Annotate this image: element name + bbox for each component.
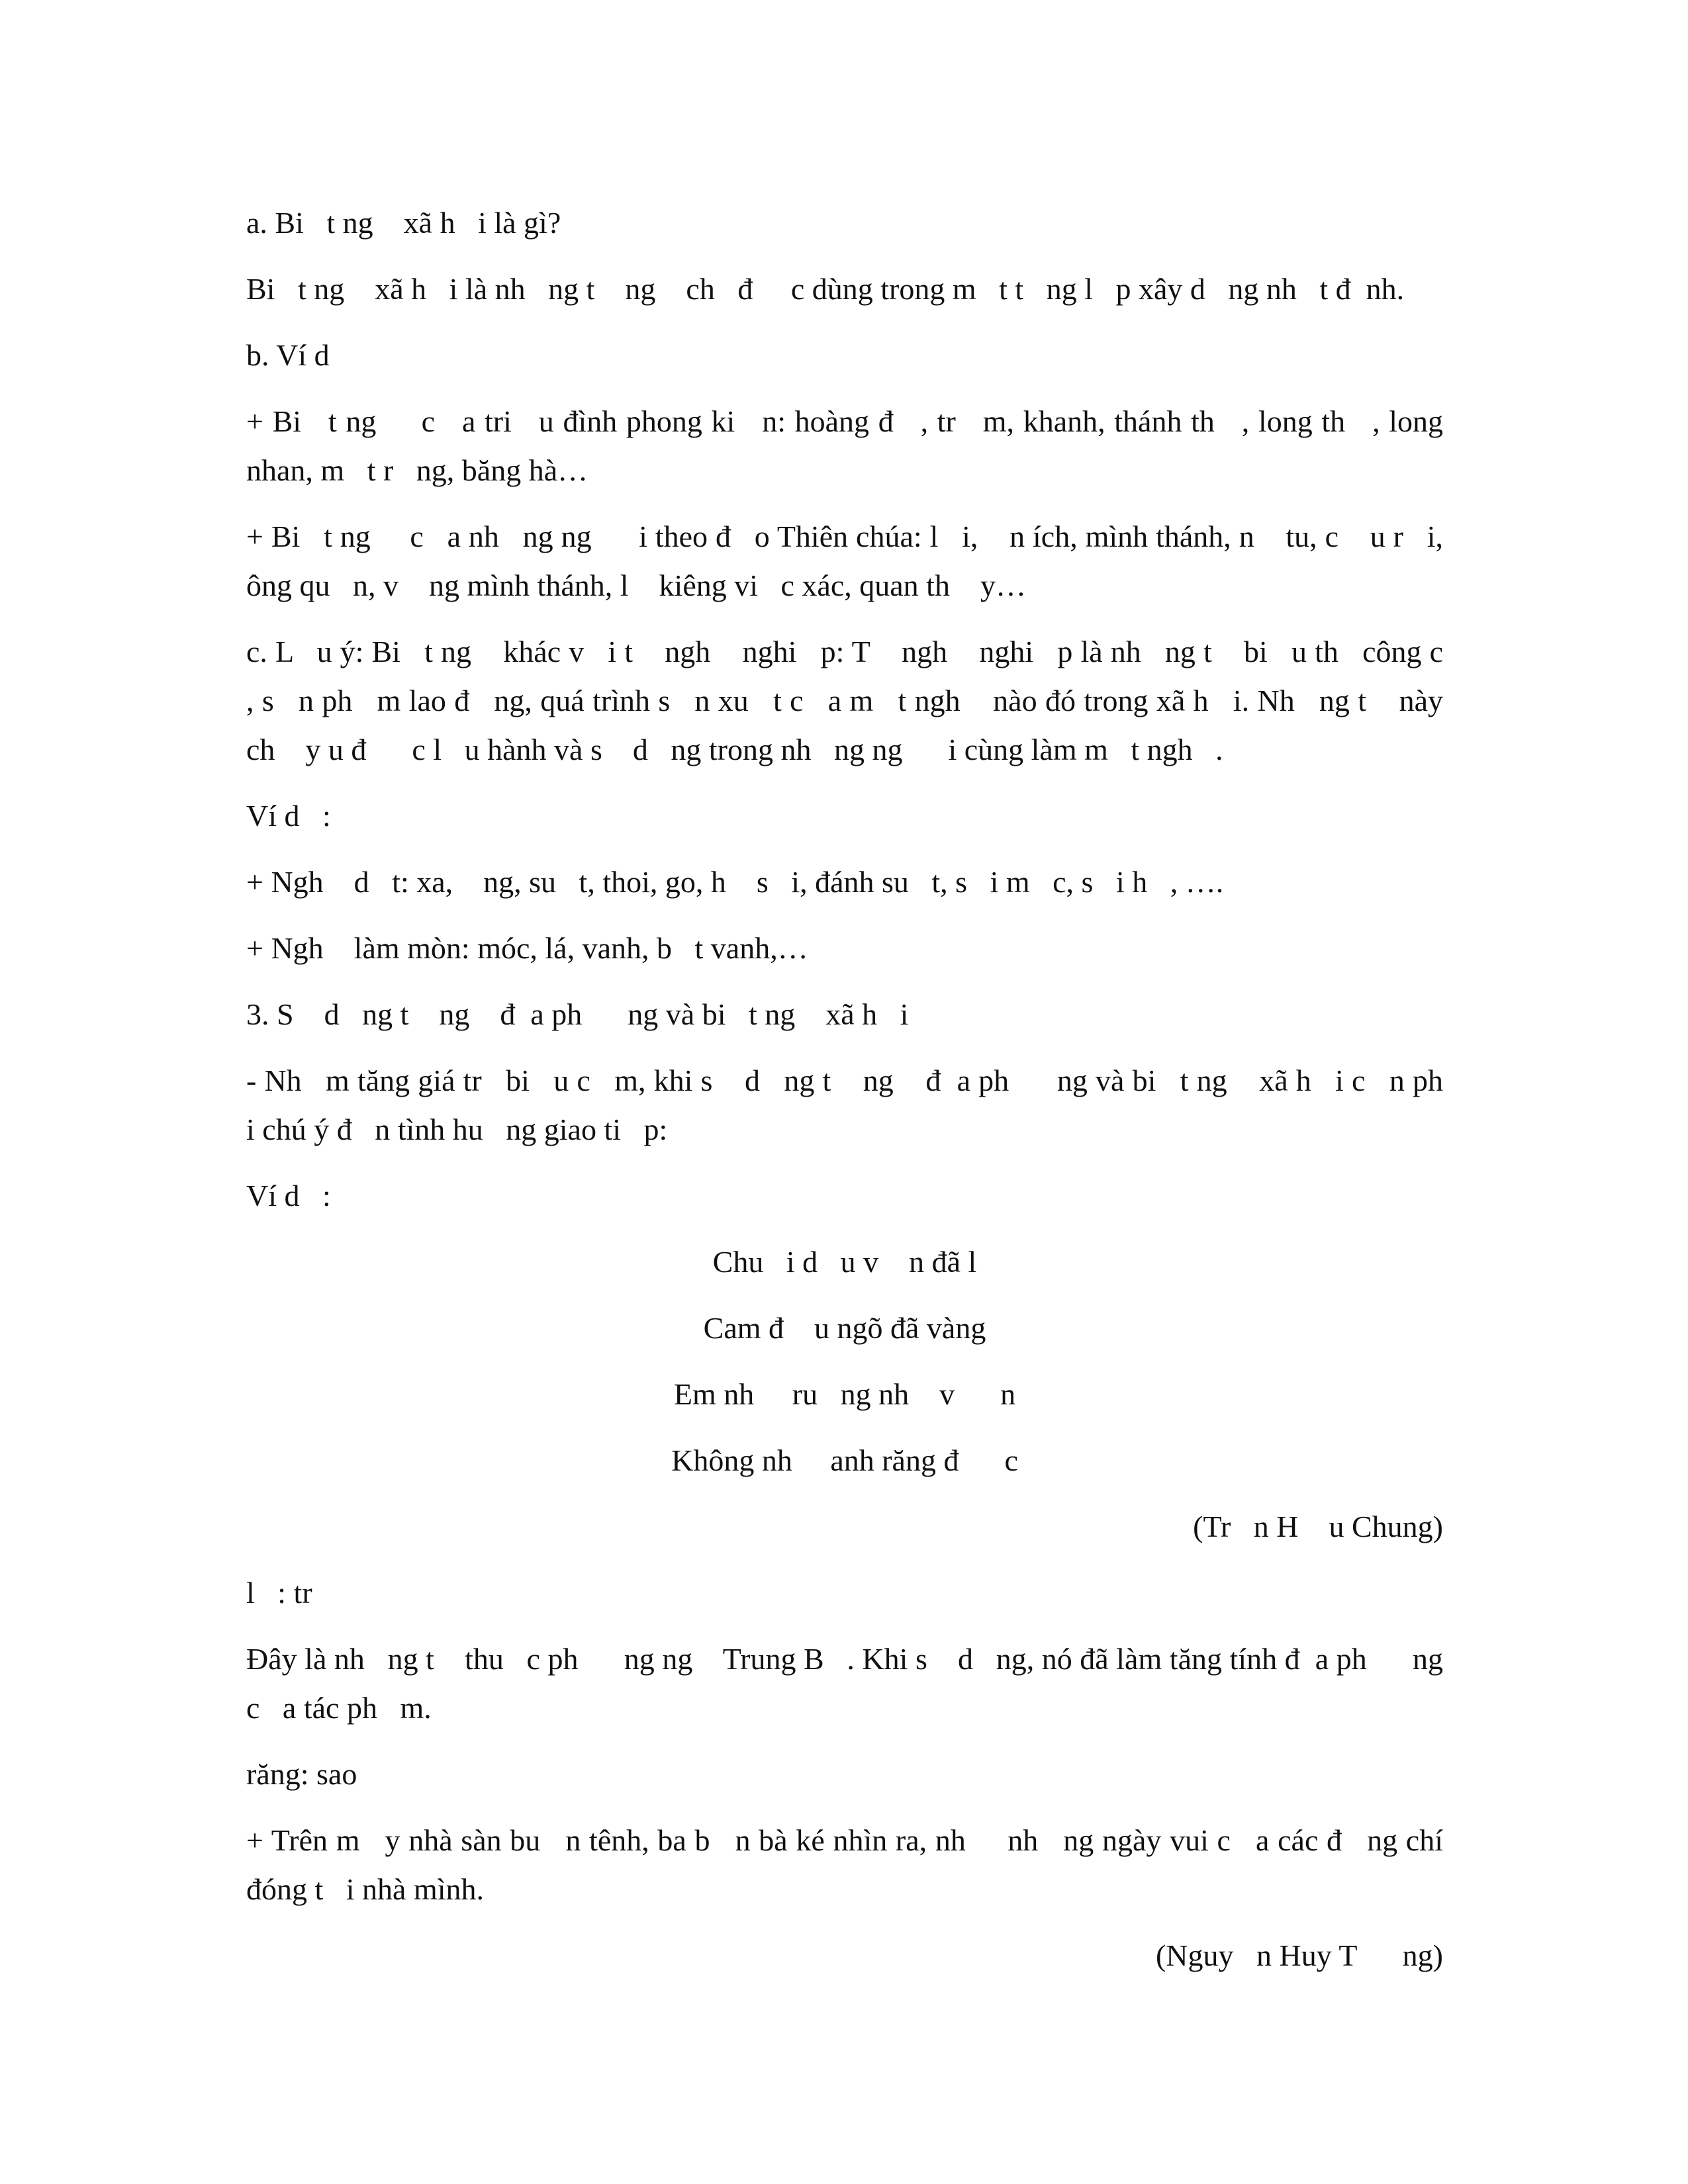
example-label-2: Ví d : [246, 1179, 331, 1212]
poem-line: Không nh anh răng đ c [671, 1443, 1018, 1477]
section-heading: 3. S d ng t ng đ a ph ng và bi t ng xã h i [246, 997, 909, 1031]
example-catholic: + Bi t ng c a nh ng ng i theo đ o Thiên chúa: l i, n ích, mình thánh, n tu, c u r i, ông qu n, v ng mình thánh, l kiêng vi c xác, quan th y… [246, 520, 1451, 602]
note-paragraph: c. L u ý: Bi t ng khác v i t ngh nghi p: T ngh nghi p là nh ng t bi u th công c , s n ph m lao đ ng, quá trình s n xu t c a m t ngh nào đó trong xã h i. Nh ng t này ch y u đ c l u hành và s d ng trong nh ng ng i cùng làm m t ngh . [246, 635, 1466, 766]
definition-paragraph: Bi t ng xã h i là nh ng t ng ch đ c dùng trong m t t ng l p xây d ng nh t đ nh. [246, 272, 1405, 306]
poem-line: Chu i d u v n đã l [712, 1245, 977, 1279]
poem-block [246, 1238, 1443, 1551]
poem-line: Cam đ u ngõ đã vàng [703, 1311, 986, 1345]
question-heading: a. Bi t ng xã h i là gì? [246, 206, 561, 240]
second-example: + Trên m y nhà sàn bu n tênh, ba b n bà ké nhìn ra, nh nh ng ngày vui c a các đ ng chí đóng t i nhà mình. [246, 1823, 1451, 1906]
gloss-tr: l : tr [246, 1576, 312, 1610]
poem-line: Em nh ru ng nh v n [673, 1377, 1016, 1411]
second-author: (Nguy n Huy T ng) [1155, 1938, 1443, 1972]
example-heading: b. Ví d [246, 338, 330, 372]
usage-paragraph: - Nh m tăng giá tr bi u c m, khi s d ng t ng đ a ph ng và bi t ng xã h i c n ph i chú ý đ n tình hu ng giao ti p: [246, 1064, 1466, 1146]
gloss-rang: răng: sao [246, 1757, 357, 1791]
document-page [246, 199, 1466, 1997]
mortar-terms: + Ngh làm mòn: móc, lá, vanh, b t vanh,… [246, 931, 808, 965]
weaving-terms: + Ngh d t: xa, ng, su t, thoi, go, h s i, đánh su t, s i m c, s i h , …. [246, 865, 1224, 899]
poem-author: (Tr n H u Chung) [1193, 1510, 1443, 1543]
example-royal-court: + Bi t ng c a tri u đình phong ki n: hoàng đ , tr m, khanh, thánh th , long th , long nhan, m t r ng, băng hà… [246, 404, 1451, 487]
example-label: Ví d : [246, 799, 331, 833]
explanation-paragraph: Đây là nh ng t thu c ph ng ng Trung B . Khi s d ng, nó đã làm tăng tính đ a ph ng c a tác ph m. [246, 1642, 1451, 1725]
